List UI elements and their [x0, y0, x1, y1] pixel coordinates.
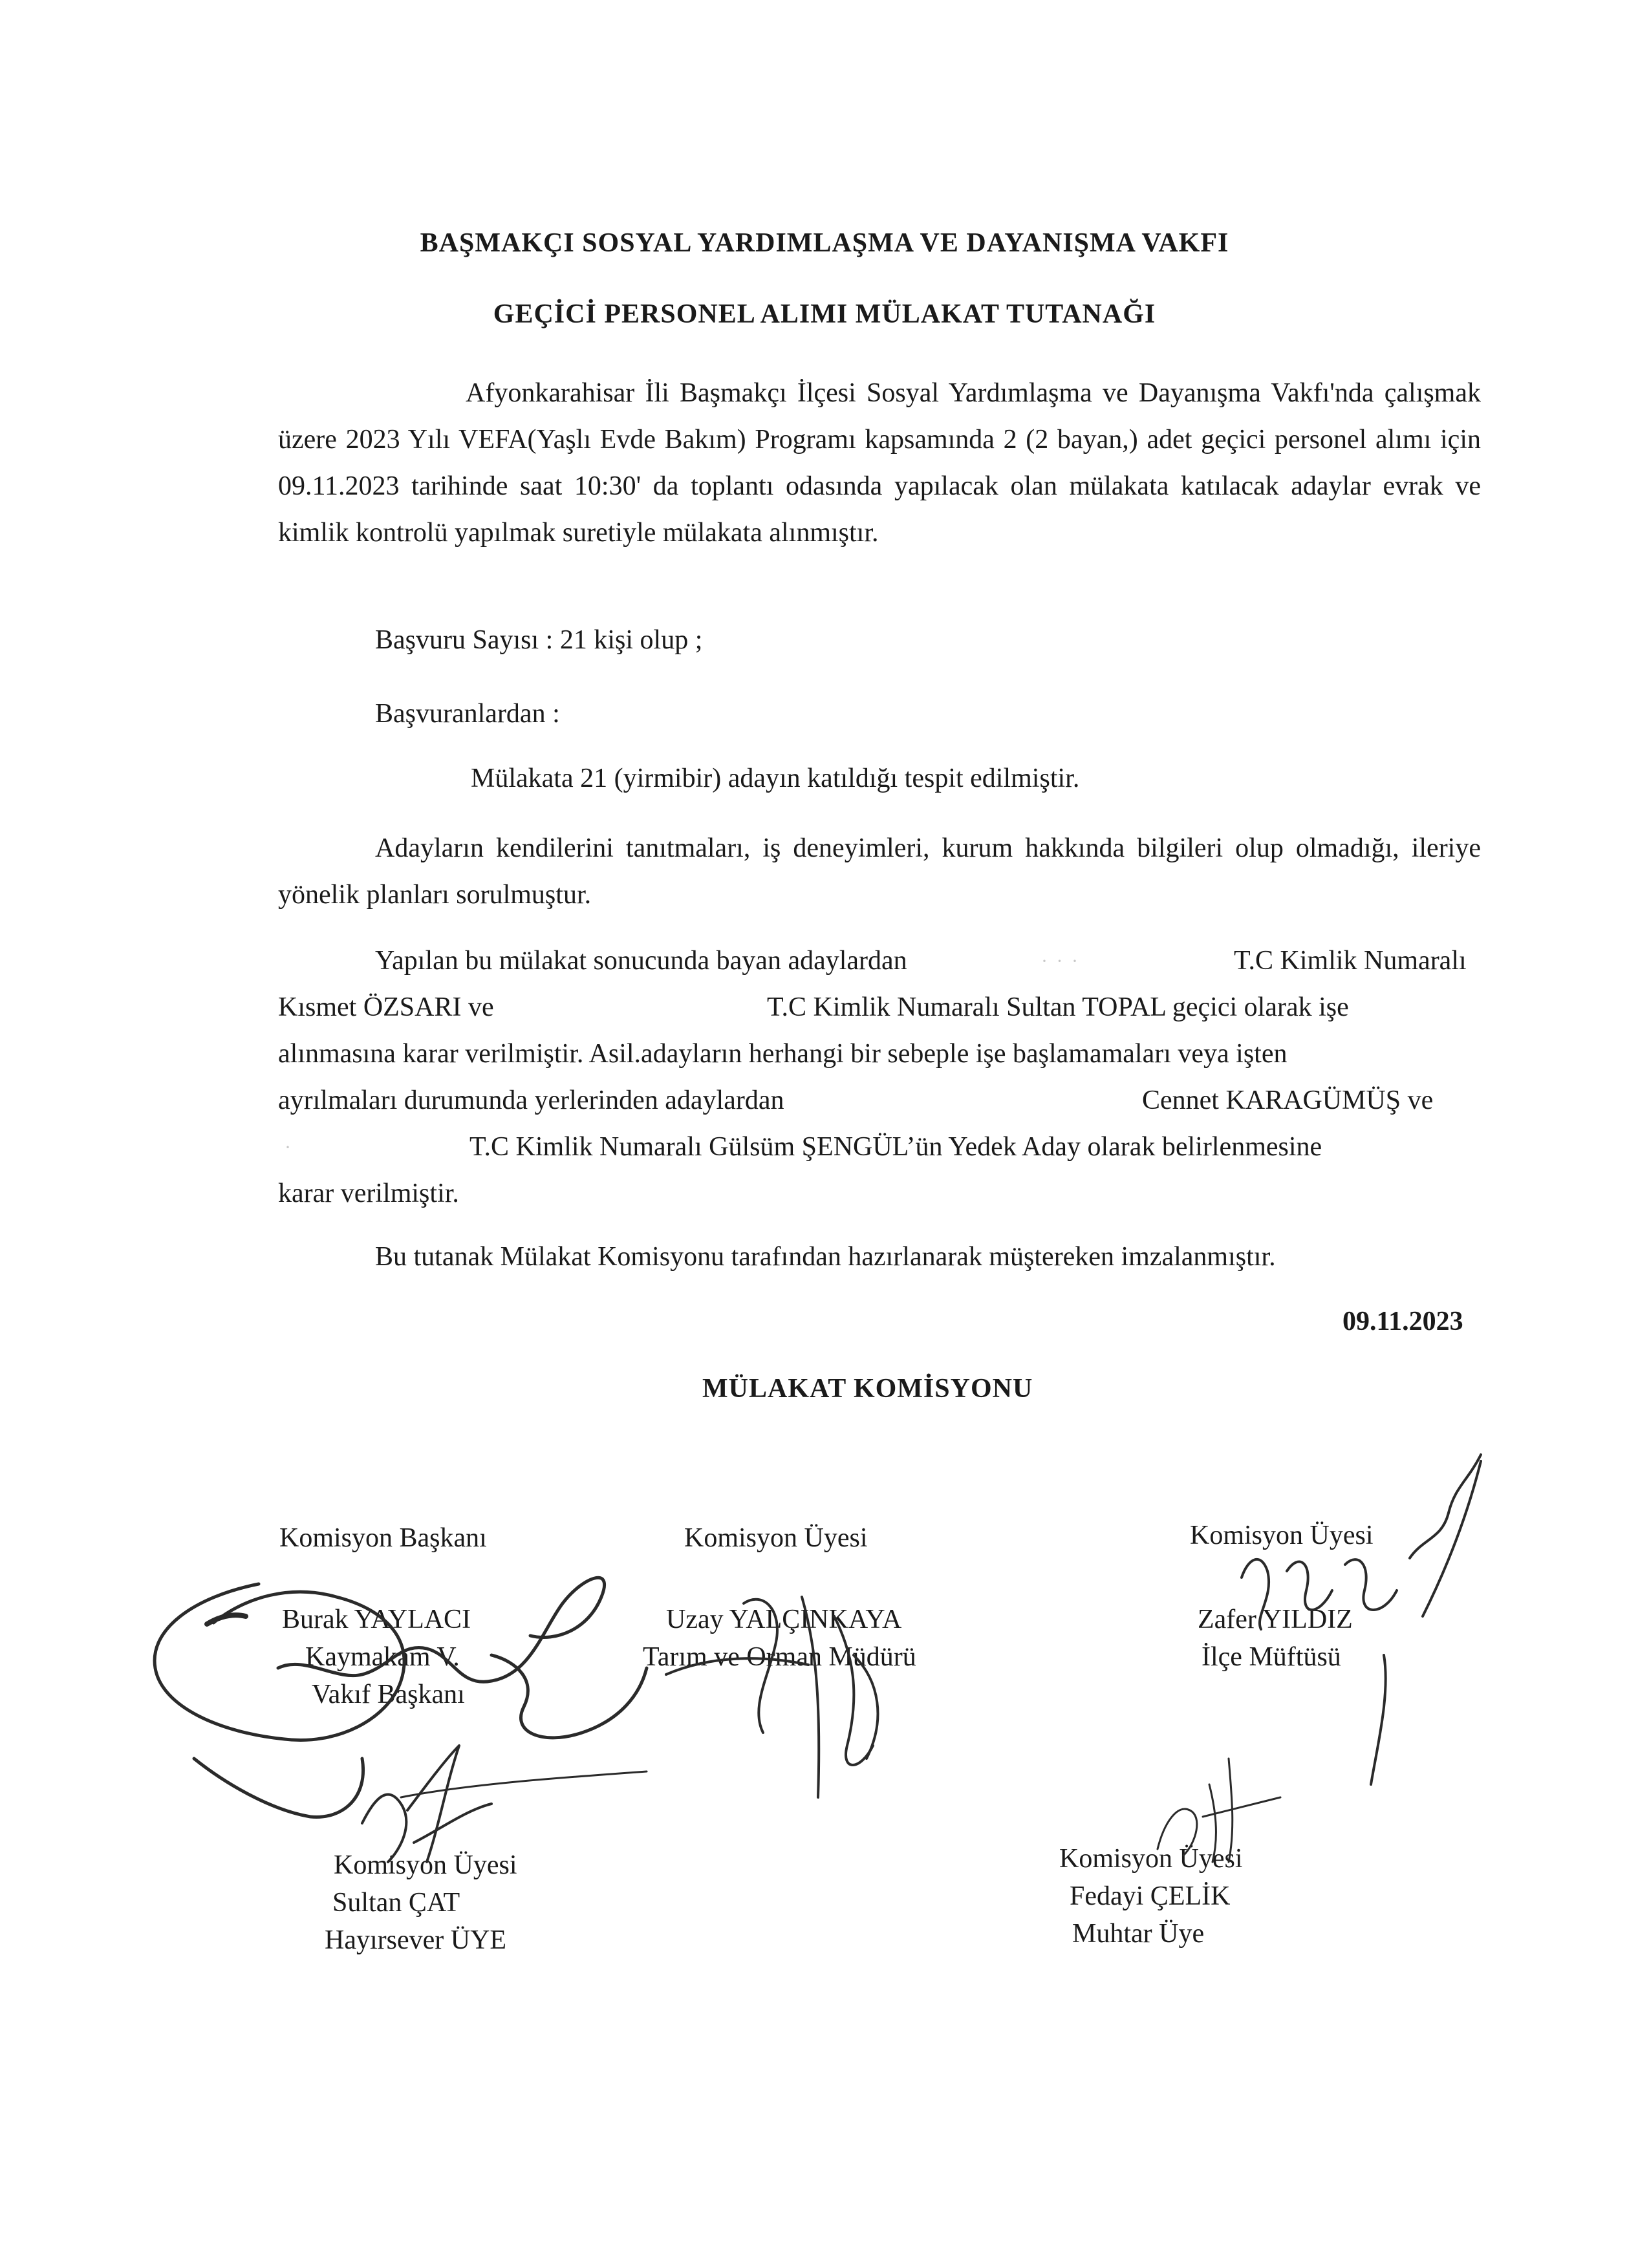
intro-paragraph: Afyonkarahisar İli Başmakçı İlçesi Sosyal Yardımlaşma ve Dayanışma Vakfı'nda çalışmak üzere 2023 Yılı VEFA(Yaşlı Evde Bakım) Programı kapsamında 2 (2 bayan,) adet geçici personel alımı için 09.11.2023 tarihinde saat 10:30' da toplantı odasında yapılacak olan mülakata katılacak adaylar evrak ve kimlik kontrolü yapılmak suretiyle mülakata alınmıştır. [278, 378, 1481, 548]
org-title: BAŞMAKÇI SOSYAL YARDIMLAŞMA VE DAYANIŞMA VAKFI [420, 228, 1229, 258]
signature-member-4 [1158, 1759, 1280, 1862]
signer-name: Burak YAYLACI [282, 1605, 471, 1634]
result-line-3: alınmasına karar verilmiştir. Asil.adayların herhangi bir sebeple işe başlamamaları veya işten [278, 1039, 1288, 1069]
signer-name: Sultan ÇAT [332, 1888, 460, 1918]
signer-title: Kaymakam V. [305, 1642, 460, 1672]
signer-role: Komisyon Üyesi [684, 1523, 868, 1553]
redacted-id: · · · [1041, 950, 1080, 972]
questions-paragraph: Adayların kendilerini tanıtmaları, iş deneyimleri, kurum hakkında bilgileri olup olmadığı, ileriye yönelik planları sorulmuştur. [278, 833, 1481, 910]
signature-member-2 [1242, 1455, 1481, 1784]
signer-name: Zafer YILDIZ [1198, 1605, 1353, 1634]
committee-title: MÜLAKAT KOMİSYONU [702, 1374, 1033, 1404]
redacted-id-2: · [285, 1137, 293, 1158]
result-line-4b: Cennet KARAGÜMÜŞ ve [1142, 1086, 1434, 1115]
signature-member-3 [362, 1746, 647, 1862]
signature-chair [155, 1578, 647, 1817]
closing-statement: Bu tutanak Mülakat Komisyonu tarafından hazırlanarak müştereken imzalanmıştır. [375, 1242, 1276, 1272]
applicants-label: Başvuranlardan : [375, 699, 560, 729]
attendance-statement: Mülakata 21 (yirmibir) adayın katıldığı tespit edilmiştir. [471, 764, 1080, 793]
signer-title: Tarım ve Orman Müdürü [643, 1642, 916, 1672]
result-line-6: karar verilmiştir. [278, 1179, 459, 1208]
result-line-5: T.C Kimlik Numaralı Gülsüm ŞENGÜL’ün Yedek Aday olarak belirlenmesine [469, 1132, 1322, 1162]
result-line-2a: Kısmet ÖZSARI ve [278, 992, 494, 1022]
result-line-1b: T.C Kimlik Numaralı [1234, 946, 1467, 976]
signer-name: Fedayi ÇELİK [1070, 1881, 1231, 1911]
document-date: 09.11.2023 [1342, 1307, 1463, 1336]
signer-role: Komisyon Başkanı [279, 1523, 487, 1553]
result-line-2b: T.C Kimlik Numaralı Sultan TOPAL geçici olarak işe [767, 992, 1349, 1022]
signer-title: Hayırsever ÜYE [325, 1925, 507, 1955]
signer-name: Uzay YALÇINKAYA [666, 1605, 902, 1634]
signer-title: Muhtar Üye [1072, 1919, 1205, 1949]
result-line-1a: Yapılan bu mülakat sonucunda bayan adaylardan [375, 946, 907, 976]
signer-role: Komisyon Üyesi [334, 1850, 517, 1880]
signature-member-1 [666, 1597, 878, 1797]
result-line-4a: ayrılmaları durumunda yerlerinden adaylardan [278, 1086, 784, 1115]
signer-title-2: Vakıf Başkanı [312, 1680, 465, 1709]
signer-role: Komisyon Üyesi [1059, 1844, 1243, 1874]
doc-title: GEÇİCİ PERSONEL ALIMI MÜLAKAT TUTANAĞI [493, 299, 1156, 329]
signer-role: Komisyon Üyesi [1190, 1521, 1374, 1550]
applicant-count: Başvuru Sayısı : 21 kişi olup ; [375, 625, 703, 655]
signer-title: İlçe Müftüsü [1202, 1642, 1341, 1672]
